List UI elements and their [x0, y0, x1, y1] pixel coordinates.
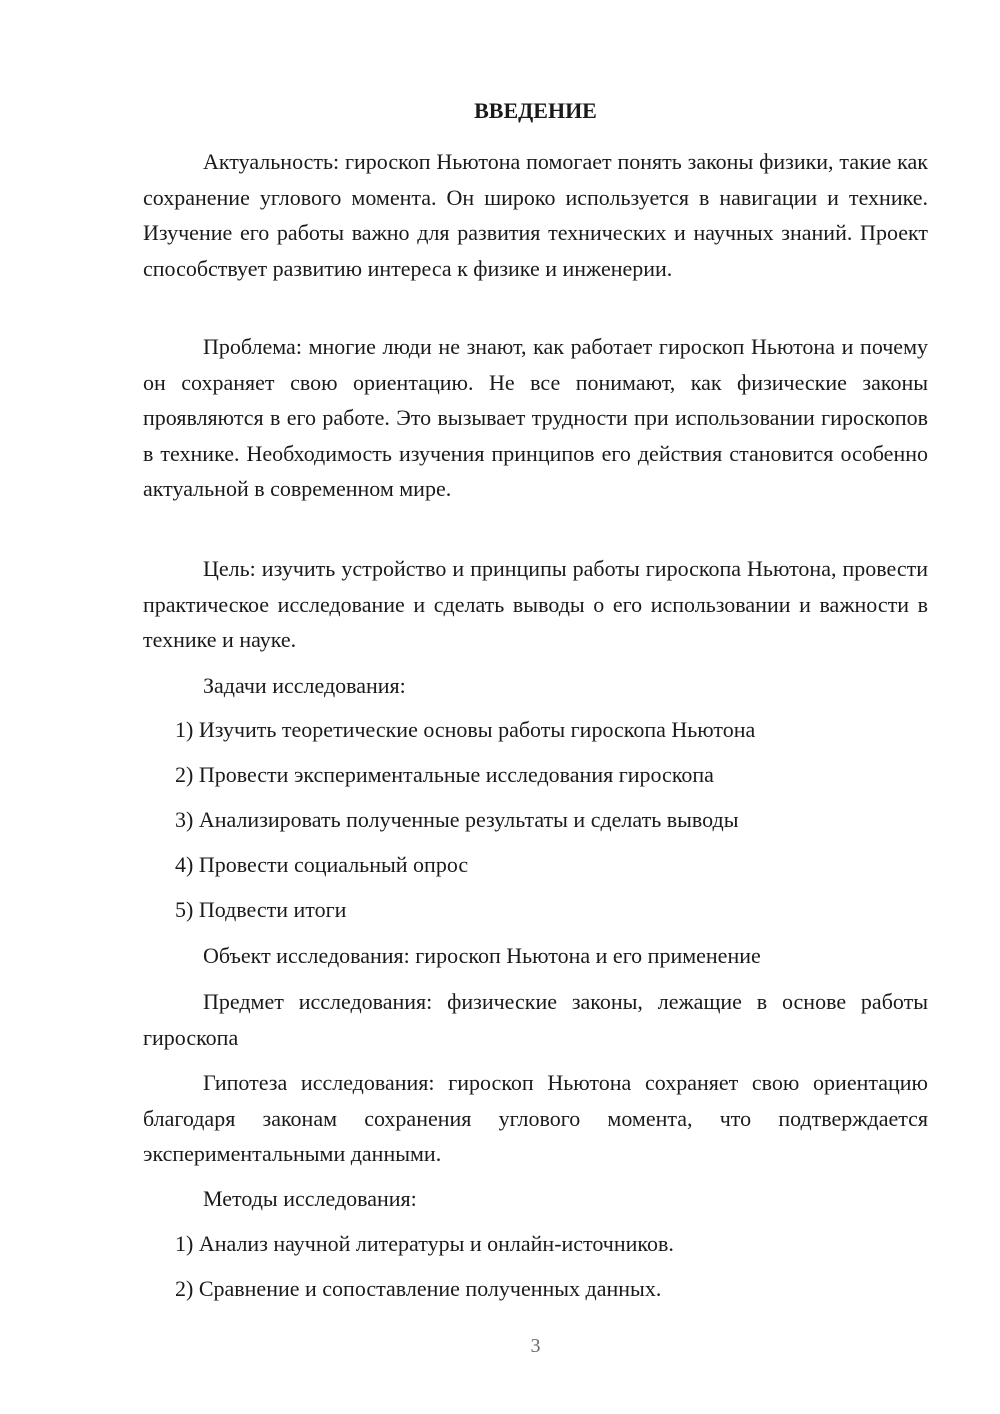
- task-item: 2) Провести экспериментальные исследования гироскопа: [175, 762, 714, 787]
- task-item: 1) Изучить теоретические основы работы гироскопа Ньютона: [175, 717, 756, 742]
- tasks-heading: Задачи исследования:: [203, 673, 406, 698]
- subject-paragraph: Предмет исследования: физические законы, лежащие в основе работы гироскопа: [143, 989, 928, 1050]
- problem-paragraph: Проблема: многие люди не знают, как работает гироскоп Ньютона и почему он сохраняет свою ориентацию. Не все понимают, как физические законы проявляются в его работе. Это вызывает трудности при использовании гироскопов в технике. Необходимость изучения принципов его действия становится особенно актуальной в современном мире.: [143, 334, 928, 501]
- method-item: 1) Анализ научной литературы и онлайн-источников.: [175, 1231, 674, 1256]
- method-item: 2) Сравнение и сопоставление полученных данных.: [175, 1276, 662, 1301]
- task-item: 4) Провести социальный опрос: [175, 852, 469, 877]
- section-title: ВВЕДЕНИЕ: [474, 98, 597, 123]
- goal-paragraph: Цель: изучить устройство и принципы работы гироскопа Ньютона, провести практическое исследование и сделать выводы о его использовании и важности в технике и науке.: [143, 556, 928, 652]
- relevance-paragraph: Актуальность: гироскоп Ньютона помогает понять законы физики, такие как сохранение углового момента. Он широко используется в навигации и технике. Изучение его работы важно для развития технических и научных знаний. Проект способствует развитию интереса к физике и инженерии.: [143, 149, 928, 281]
- task-item: 3) Анализировать полученные результаты и сделать выводы: [175, 807, 739, 832]
- page-number: 3: [530, 1335, 541, 1357]
- object-line: Объект исследования: гироскоп Ньютона и его применение: [203, 943, 761, 968]
- hypothesis-paragraph: Гипотеза исследования: гироскоп Ньютона сохраняет свою ориентацию благодаря законам сохранения углового момента, что подтверждается экспериментальными данными.: [143, 1070, 928, 1166]
- methods-heading: Методы исследования:: [203, 1186, 417, 1211]
- task-item: 5) Подвести итоги: [175, 897, 347, 922]
- document-page: [143, 0, 928, 1414]
